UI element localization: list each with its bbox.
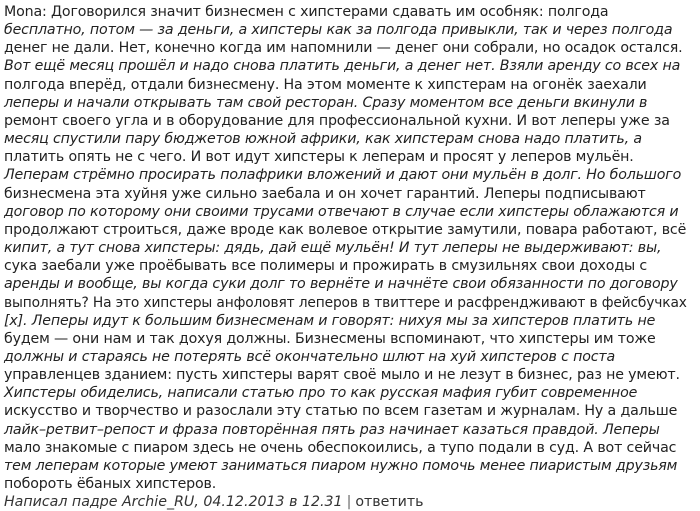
comment-line: мало знакомые с пиаром здесь не очень обеспокоились, а тупо подали в суд. А вот сейчас bbox=[4, 439, 677, 456]
comment-line: Хипстеры обиделись, написали статью про то как русская мафия губит современное bbox=[4, 385, 638, 402]
comment-line: леперы и начали открывать там свой ресторан. Сразу моментом все деньги вкинули в bbox=[4, 94, 648, 111]
comment-line: договор по которому они своими трусами отвечают в случае если хипстеры облажаются и bbox=[4, 203, 679, 220]
comment-line: [x]. Леперы идут к большим бизнесменам и говорят: нихуя мы за хипстеров платить не bbox=[4, 312, 656, 329]
comment-date: , 04.12.2013 в 12.31 bbox=[194, 494, 343, 511]
comment-line: Mona: Договорился значит бизнесмен с хипстерами сдавать им особняк: полгода bbox=[4, 4, 609, 20]
author-name: Archie_RU bbox=[121, 494, 195, 511]
comment-line: бизнесмена эта хуйня уже сильно заебала и он хочет гарантий. Леперы подписывают bbox=[4, 185, 646, 202]
comment-line: месяц спустили пару бюджетов южной африки, как хипстерам снова надо платить, а bbox=[4, 131, 642, 148]
comment-line: сука заебали уже проёбывать все полимеры и прожирать в смузильнях свои доходы с bbox=[4, 258, 648, 275]
footer-separator: | bbox=[346, 494, 352, 511]
comment-line: аренды и вообще, вы когда суки долг то вернёте и начнёте свои обязанности по договору bbox=[4, 276, 678, 293]
comment-line: тем леперам которые умеют заниматься пиаром нужно помочь менее пиаристым друзьям bbox=[4, 457, 678, 474]
comment-line: платить опять не с чего. И вот идут хипстеры к леперам и просят у леперов мульён. bbox=[4, 149, 634, 166]
comment-line: должны и стараясь не потерять всё окончательно шлют на хуй хипстеров с поста bbox=[4, 348, 616, 365]
comment-line: продолжают строиться, даже вроде как волевое открытие замутили, повара работают, всё bbox=[4, 221, 687, 238]
comment-line: лайк–ретвит–репост и фраза повторённая пять раз начинает казаться правдой. Леперы bbox=[4, 421, 660, 438]
comment-line: выполнять? На это хипстеры анфоловят леперов в твиттере и расфрендживают в фейсбучках bbox=[4, 294, 687, 311]
comment-line: бесплатно, потом — за деньги, а хипстеры как за полгода привыкли, так и через полгода bbox=[4, 22, 673, 39]
comment-block bbox=[4, 3, 696, 511]
comment-line: Леперам стрёмно просирать полафрики вложений и дают они мульён в долг. Но большого bbox=[4, 167, 682, 184]
comment-line: денег не дали. Нет, конечно когда им напомнили — денег они собрали, но осадок остался. bbox=[4, 40, 683, 57]
reply-link[interactable]: ответить bbox=[355, 494, 424, 511]
comment-line: Вот ещё месяц прошёл и надо снова платить деньги, а денег нет. Взяли аренду со всех на bbox=[4, 58, 681, 75]
comment-line: искусство и творчество и разослали эту статью по всем газетам и журналам. Ну а дальше bbox=[4, 403, 678, 420]
comment-line: ремонт своего угла и в оборудование для профессиональной кухни. И вот леперы уже за bbox=[4, 112, 670, 129]
comment-line: побороть ёбаных хипстеров. bbox=[4, 476, 217, 493]
footer-prefix: Написал падре bbox=[4, 494, 122, 511]
comment-line: будем — они нам и так дохуя должны. Бизнесмены вспоминают, что хипстеры им тоже bbox=[4, 330, 656, 347]
comment-footer bbox=[4, 493, 696, 511]
comment-line: полгода вперёд, отдали бизнесмену. На этом моменте к хипстерам на огонёк заехали bbox=[4, 76, 647, 93]
comment-line: кипит, а тут снова хипстеры: дядь, дай ещё мульён! И тут леперы не выдерживают: вы, bbox=[4, 240, 662, 257]
comment-text bbox=[4, 3, 696, 493]
comment-line: управленцев зданием: пусть хипстеры варят своё мыло и не лезут в бизнес, раз не умеют. bbox=[4, 367, 680, 384]
